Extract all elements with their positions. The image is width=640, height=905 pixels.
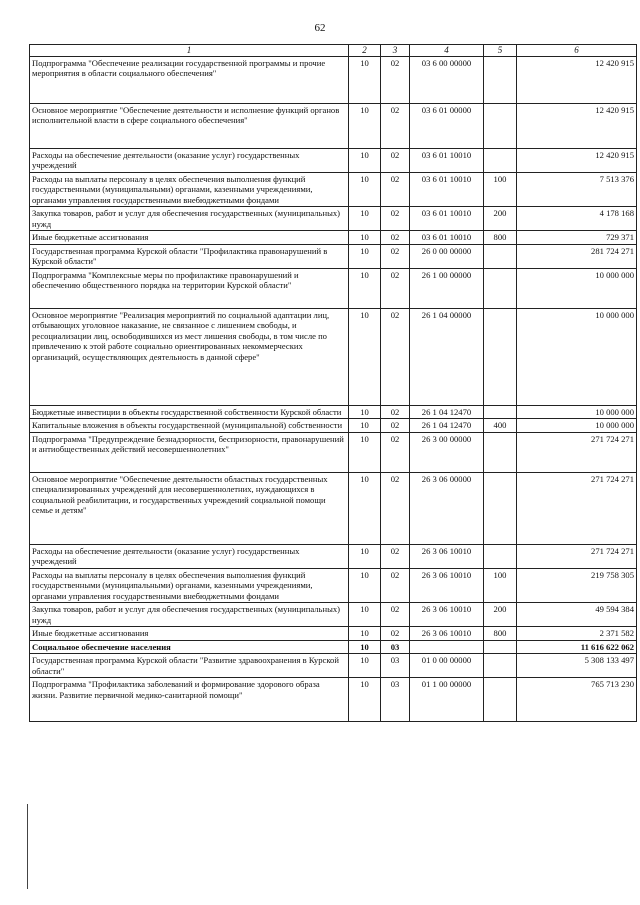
- row-vr: [484, 244, 517, 268]
- row-sum: 5 308 133 497: [517, 654, 637, 678]
- row-rz: 10: [349, 568, 381, 602]
- row-vr: 200: [484, 603, 517, 627]
- row-pr: 02: [381, 103, 410, 148]
- row-csr: 26 3 06 10010: [410, 603, 484, 627]
- table-row: [30, 603, 637, 627]
- row-name: Государственная программа Курской области "Развитие здравоохранения в Курской области": [30, 654, 349, 678]
- row-vr: 800: [484, 231, 517, 244]
- row-pr: 02: [381, 568, 410, 602]
- budget-table: [29, 44, 637, 722]
- header-col-3: 3: [381, 45, 410, 57]
- row-sum: 271 724 271: [517, 472, 637, 544]
- table-row: [30, 432, 637, 472]
- row-vr: [484, 268, 517, 308]
- row-sum: 49 594 384: [517, 603, 637, 627]
- row-csr: 03 6 01 00000: [410, 103, 484, 148]
- row-csr: 26 3 00 00000: [410, 432, 484, 472]
- row-vr: 800: [484, 627, 517, 640]
- row-name: Подпрограмма "Профилактика заболеваний и формирование здорового образа жизни. Развитие первичной медико-санитарной помощи": [30, 678, 349, 722]
- row-pr: 02: [381, 231, 410, 244]
- table-row: [30, 678, 637, 722]
- row-csr: 26 1 04 00000: [410, 308, 484, 405]
- row-rz: 10: [349, 148, 381, 172]
- table-row: [30, 207, 637, 231]
- row-vr: [484, 678, 517, 722]
- row-name: Социальное обеспечение населения: [30, 640, 349, 653]
- row-rz: 10: [349, 103, 381, 148]
- row-pr: 03: [381, 678, 410, 722]
- row-sum: 12 420 915: [517, 56, 637, 103]
- table-row: [30, 654, 637, 678]
- row-sum: 7 513 376: [517, 172, 637, 206]
- row-name: Государственная программа Курской области "Профилактика правонарушений в Курской области": [30, 244, 349, 268]
- row-rz: 10: [349, 172, 381, 206]
- row-name: Расходы на выплаты персоналу в целях обеспечения выполнения функций государственными (муниципальными) органами, казенными учреждениями, органами управления государственными внебюджетными фондами: [30, 568, 349, 602]
- row-rz: 10: [349, 405, 381, 418]
- table-row: [30, 231, 637, 244]
- row-sum: 10 000 000: [517, 268, 637, 308]
- row-rz: 10: [349, 244, 381, 268]
- row-csr: 26 3 06 00000: [410, 472, 484, 544]
- row-name: Иные бюджетные ассигнования: [30, 627, 349, 640]
- row-pr: 03: [381, 640, 410, 653]
- row-sum: 2 371 582: [517, 627, 637, 640]
- table-row: [30, 148, 637, 172]
- table-row: [30, 103, 637, 148]
- table-row: [30, 544, 637, 568]
- row-pr: 02: [381, 268, 410, 308]
- row-name: Основное мероприятие "Обеспечение деятельности и исполнение функций органов исполнительной власти в сфере социального обеспечения": [30, 103, 349, 148]
- row-vr: [484, 103, 517, 148]
- row-name: Закупка товаров, работ и услуг для обеспечения государственных (муниципальных) нужд: [30, 603, 349, 627]
- table-row-section-total: [30, 640, 637, 653]
- scan-margin-line: [27, 804, 28, 889]
- row-vr: [484, 654, 517, 678]
- header-col-6: 6: [517, 45, 637, 57]
- row-rz: 10: [349, 432, 381, 472]
- row-rz: 10: [349, 627, 381, 640]
- row-rz: 10: [349, 308, 381, 405]
- row-name: Подпрограмма "Обеспечение реализации государственной программы и прочие мероприятия в области социального обеспечения": [30, 56, 349, 103]
- row-sum: 10 000 000: [517, 419, 637, 432]
- table-row: [30, 419, 637, 432]
- page-number: 62: [314, 22, 326, 34]
- row-vr: [484, 308, 517, 405]
- row-pr: 02: [381, 627, 410, 640]
- row-csr: 26 3 06 10010: [410, 544, 484, 568]
- row-name: Иные бюджетные ассигнования: [30, 231, 349, 244]
- row-pr: 02: [381, 472, 410, 544]
- table-row: [30, 268, 637, 308]
- row-name: Основное мероприятие "Реализация мероприятий по социальной адаптации лиц, отбывающих уголовное наказание, не связанное с лишением свободы, и ресоциализации лиц, освободившихся из мест лишения свободы, в том числе по привлечению к этой работе социально ориентированных некоммерческих организаций, осуществляющих деятельность в данной сфере": [30, 308, 349, 405]
- row-pr: 02: [381, 207, 410, 231]
- row-csr: 03 6 00 00000: [410, 56, 484, 103]
- row-sum: 281 724 271: [517, 244, 637, 268]
- row-name: Расходы на обеспечение деятельности (оказание услуг) государственных учреждений: [30, 544, 349, 568]
- row-csr: 26 1 04 12470: [410, 419, 484, 432]
- row-vr: [484, 56, 517, 103]
- row-pr: 02: [381, 308, 410, 405]
- row-pr: 02: [381, 432, 410, 472]
- row-sum: 219 758 305: [517, 568, 637, 602]
- row-vr: [484, 432, 517, 472]
- header-col-2: 2: [349, 45, 381, 57]
- header-col-4: 4: [410, 45, 484, 57]
- row-pr: 02: [381, 244, 410, 268]
- row-csr: 03 6 01 10010: [410, 207, 484, 231]
- row-csr: [410, 640, 484, 653]
- row-csr: 03 6 01 10010: [410, 148, 484, 172]
- row-vr: [484, 405, 517, 418]
- row-csr: 03 6 01 10010: [410, 172, 484, 206]
- row-sum: 729 371: [517, 231, 637, 244]
- row-rz: 10: [349, 268, 381, 308]
- row-vr: 400: [484, 419, 517, 432]
- row-vr: [484, 640, 517, 653]
- row-rz: 10: [349, 603, 381, 627]
- row-name: Бюджетные инвестиции в объекты государственной собственности Курской области: [30, 405, 349, 418]
- row-name: Подпрограмма "Комплексные меры по профилактике правонарушений и обеспечению общественного порядка на территории Курской области": [30, 268, 349, 308]
- row-pr: 02: [381, 172, 410, 206]
- row-name: Капитальные вложения в объекты государственной (муниципальной) собственности: [30, 419, 349, 432]
- row-sum: 4 178 168: [517, 207, 637, 231]
- row-vr: 100: [484, 172, 517, 206]
- table-row: [30, 472, 637, 544]
- table-row: [30, 172, 637, 206]
- row-csr: 26 0 00 00000: [410, 244, 484, 268]
- row-name: Расходы на выплаты персоналу в целях обеспечения выполнения функций государственными (муниципальными) органами, казенными учреждениями, органами управления государственными внебюджетными фондами: [30, 172, 349, 206]
- row-rz: 10: [349, 544, 381, 568]
- row-csr: 01 1 00 00000: [410, 678, 484, 722]
- row-csr: 26 3 06 10010: [410, 627, 484, 640]
- row-rz: 10: [349, 419, 381, 432]
- row-rz: 10: [349, 231, 381, 244]
- row-rz: 10: [349, 56, 381, 103]
- row-vr: [484, 544, 517, 568]
- row-pr: 02: [381, 405, 410, 418]
- table-row: [30, 308, 637, 405]
- row-sum: 12 420 915: [517, 148, 637, 172]
- row-pr: 02: [381, 603, 410, 627]
- row-vr: 100: [484, 568, 517, 602]
- row-rz: 10: [349, 472, 381, 544]
- table-row: [30, 56, 637, 103]
- row-sum: 12 420 915: [517, 103, 637, 148]
- row-sum: 271 724 271: [517, 432, 637, 472]
- table-row: [30, 405, 637, 418]
- row-pr: 02: [381, 148, 410, 172]
- row-vr: [484, 472, 517, 544]
- table-header-row: [30, 45, 637, 57]
- row-vr: 200: [484, 207, 517, 231]
- row-pr: 02: [381, 56, 410, 103]
- row-csr: 26 3 06 10010: [410, 568, 484, 602]
- row-name: Закупка товаров, работ и услуг для обеспечения государственных (муниципальных) нужд: [30, 207, 349, 231]
- table-row: [30, 568, 637, 602]
- table-row: [30, 244, 637, 268]
- header-col-1: 1: [30, 45, 349, 57]
- row-csr: 03 6 01 10010: [410, 231, 484, 244]
- row-csr: 26 1 04 12470: [410, 405, 484, 418]
- row-sum: 11 616 622 062: [517, 640, 637, 653]
- row-sum: 271 724 271: [517, 544, 637, 568]
- row-pr: 03: [381, 654, 410, 678]
- row-name: Основное мероприятие "Обеспечение деятельности областных государственных специализированных учреждений для несовершеннолетних, нуждающихся в социальной реабилитации, и государственных учреждений социальной помощи семье и детям": [30, 472, 349, 544]
- row-rz: 10: [349, 207, 381, 231]
- row-pr: 02: [381, 419, 410, 432]
- row-csr: 01 0 00 00000: [410, 654, 484, 678]
- table-row: [30, 627, 637, 640]
- row-rz: 10: [349, 640, 381, 653]
- row-sum: 10 000 000: [517, 308, 637, 405]
- row-rz: 10: [349, 678, 381, 722]
- row-sum: 10 000 000: [517, 405, 637, 418]
- row-rz: 10: [349, 654, 381, 678]
- row-name: Расходы на обеспечение деятельности (оказание услуг) государственных учреждений: [30, 148, 349, 172]
- row-pr: 02: [381, 544, 410, 568]
- row-sum: 765 713 230: [517, 678, 637, 722]
- row-csr: 26 1 00 00000: [410, 268, 484, 308]
- row-vr: [484, 148, 517, 172]
- row-name: Подпрограмма "Предупреждение безнадзорности, беспризорности, правонарушений и антиобщественных действий несовершеннолетних": [30, 432, 349, 472]
- header-col-5: 5: [484, 45, 517, 57]
